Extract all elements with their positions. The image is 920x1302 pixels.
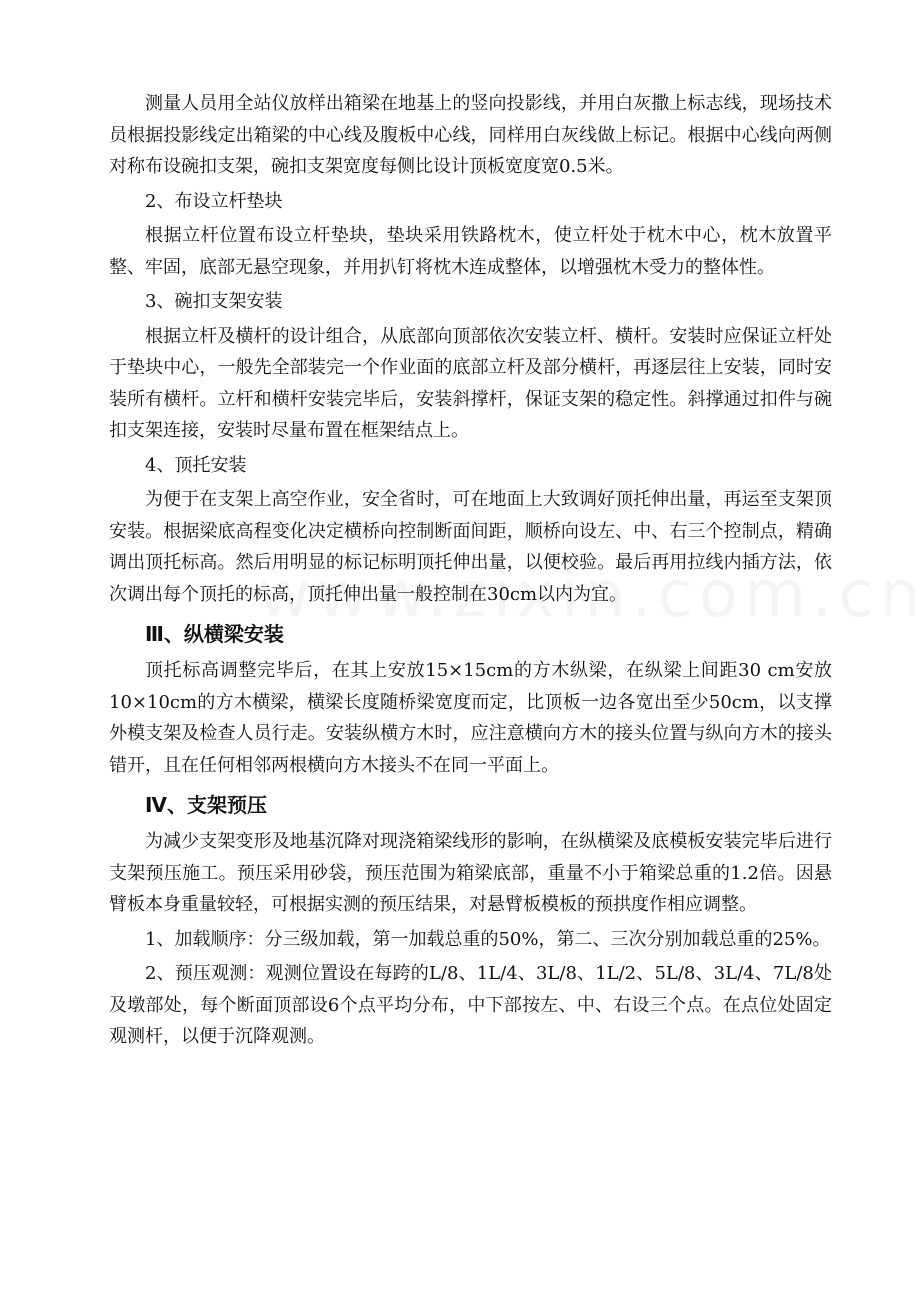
- heading-pole-pads: 2、布设立杆垫块: [145, 190, 283, 212]
- para-bowl-buckle-install: 根据立杆及横杆的设计组合，从底部向顶部依次安装立杆、横杆。安装时应保证立杆处于垫块中心，一般先全部装完一个作业面的底部立杆及部分横杆，再逐层往上安装，同时安装所有横杆。立杆和横杆安装完毕后，安装斜撑杆，保证支架的稳定性。斜撑通过扣件与碗扣支架连接，安装时尽量布置在框架结点上。: [109, 325, 832, 441]
- para-top-support-install: 为便于在支架上高空作业，安全省时，可在地面上大致调好顶托伸出量，再运至支架顶安装。根据梁底高程变化决定横桥向控制断面间距，顺桥向设左、中、右三个控制点，精确调出顶托标高。然后用明显的标记标明顶托伸出量，以便校验。最后再用拉线内插方法，依次调出每个顶托的标高，顶托伸出量一般控制在30cm以内为宜。: [109, 489, 832, 605]
- para-loading-order: 1、加载顺序：分三级加载，第一加载总重的50%，第二、三次分别加载总重的25%。: [145, 928, 831, 950]
- para-pole-pads: 根据立杆位置布设立杆垫块，垫块采用铁路枕木，使立杆处于枕木中心，枕木放置平整、牢固，底部无悬空现象，并用扒钉将枕木连成整体，以增强枕木受力的整体性。: [109, 225, 832, 278]
- para-preload-observation: 2、预压观测：观测位置设在每跨的L/8、1L/4、3L/8、1L/2、5L/8、3L/4、7L/8处及墩部处，每个断面顶部设6个点平均分布，中下部按左、中、右设三个点。在点位处固定观测杆，以便于沉降观测。: [109, 963, 832, 1047]
- para-beam-install: 顶托标高调整完毕后，在其上安放15×15cm的方木纵梁，在纵梁上间距30 cm安放10×10cm的方木横梁，横梁长度随桥梁宽度而定，比顶板一边各宽出至少50cm，以支撑外模支架及检查人员行走。安装纵横方木时，应注意横向方木的接头位置与纵向方木的接头错开，且在任何相邻两根横向方木接头不在同一平面上。: [109, 660, 832, 776]
- para-survey-layout: 测量人员用全站仪放样出箱梁在地基上的竖向投影线，并用白灰撒上标志线，现场技术员根据投影线定出箱梁的中心线及腹板中心线，同样用白灰线做上标记。根据中心线向两侧对称布设碗扣支架，碗扣支架宽度每侧比设计顶板宽度宽0.5米。: [109, 93, 832, 177]
- heading-bowl-buckle-install: 3、碗扣支架安装: [145, 291, 283, 312]
- section-beam-install: Ⅲ、纵横梁安装: [145, 622, 284, 646]
- section-preloading: Ⅳ、支架预压: [145, 793, 267, 817]
- heading-top-support-install: 4、顶托安装: [145, 454, 247, 476]
- document-body: [109, 88, 832, 1053]
- para-preloading: 为减少支架变形及地基沉降对现浇箱梁线形的影响，在纵横梁及底模板安装完毕后进行支架预压施工。预压采用砂袋，预压范围为箱梁底部，重量不小于箱梁总重的1.2倍。因悬臂板本身重量较轻，可根据实测的预压结果，对悬臂板模板的预拱度作相应调整。: [109, 831, 832, 915]
